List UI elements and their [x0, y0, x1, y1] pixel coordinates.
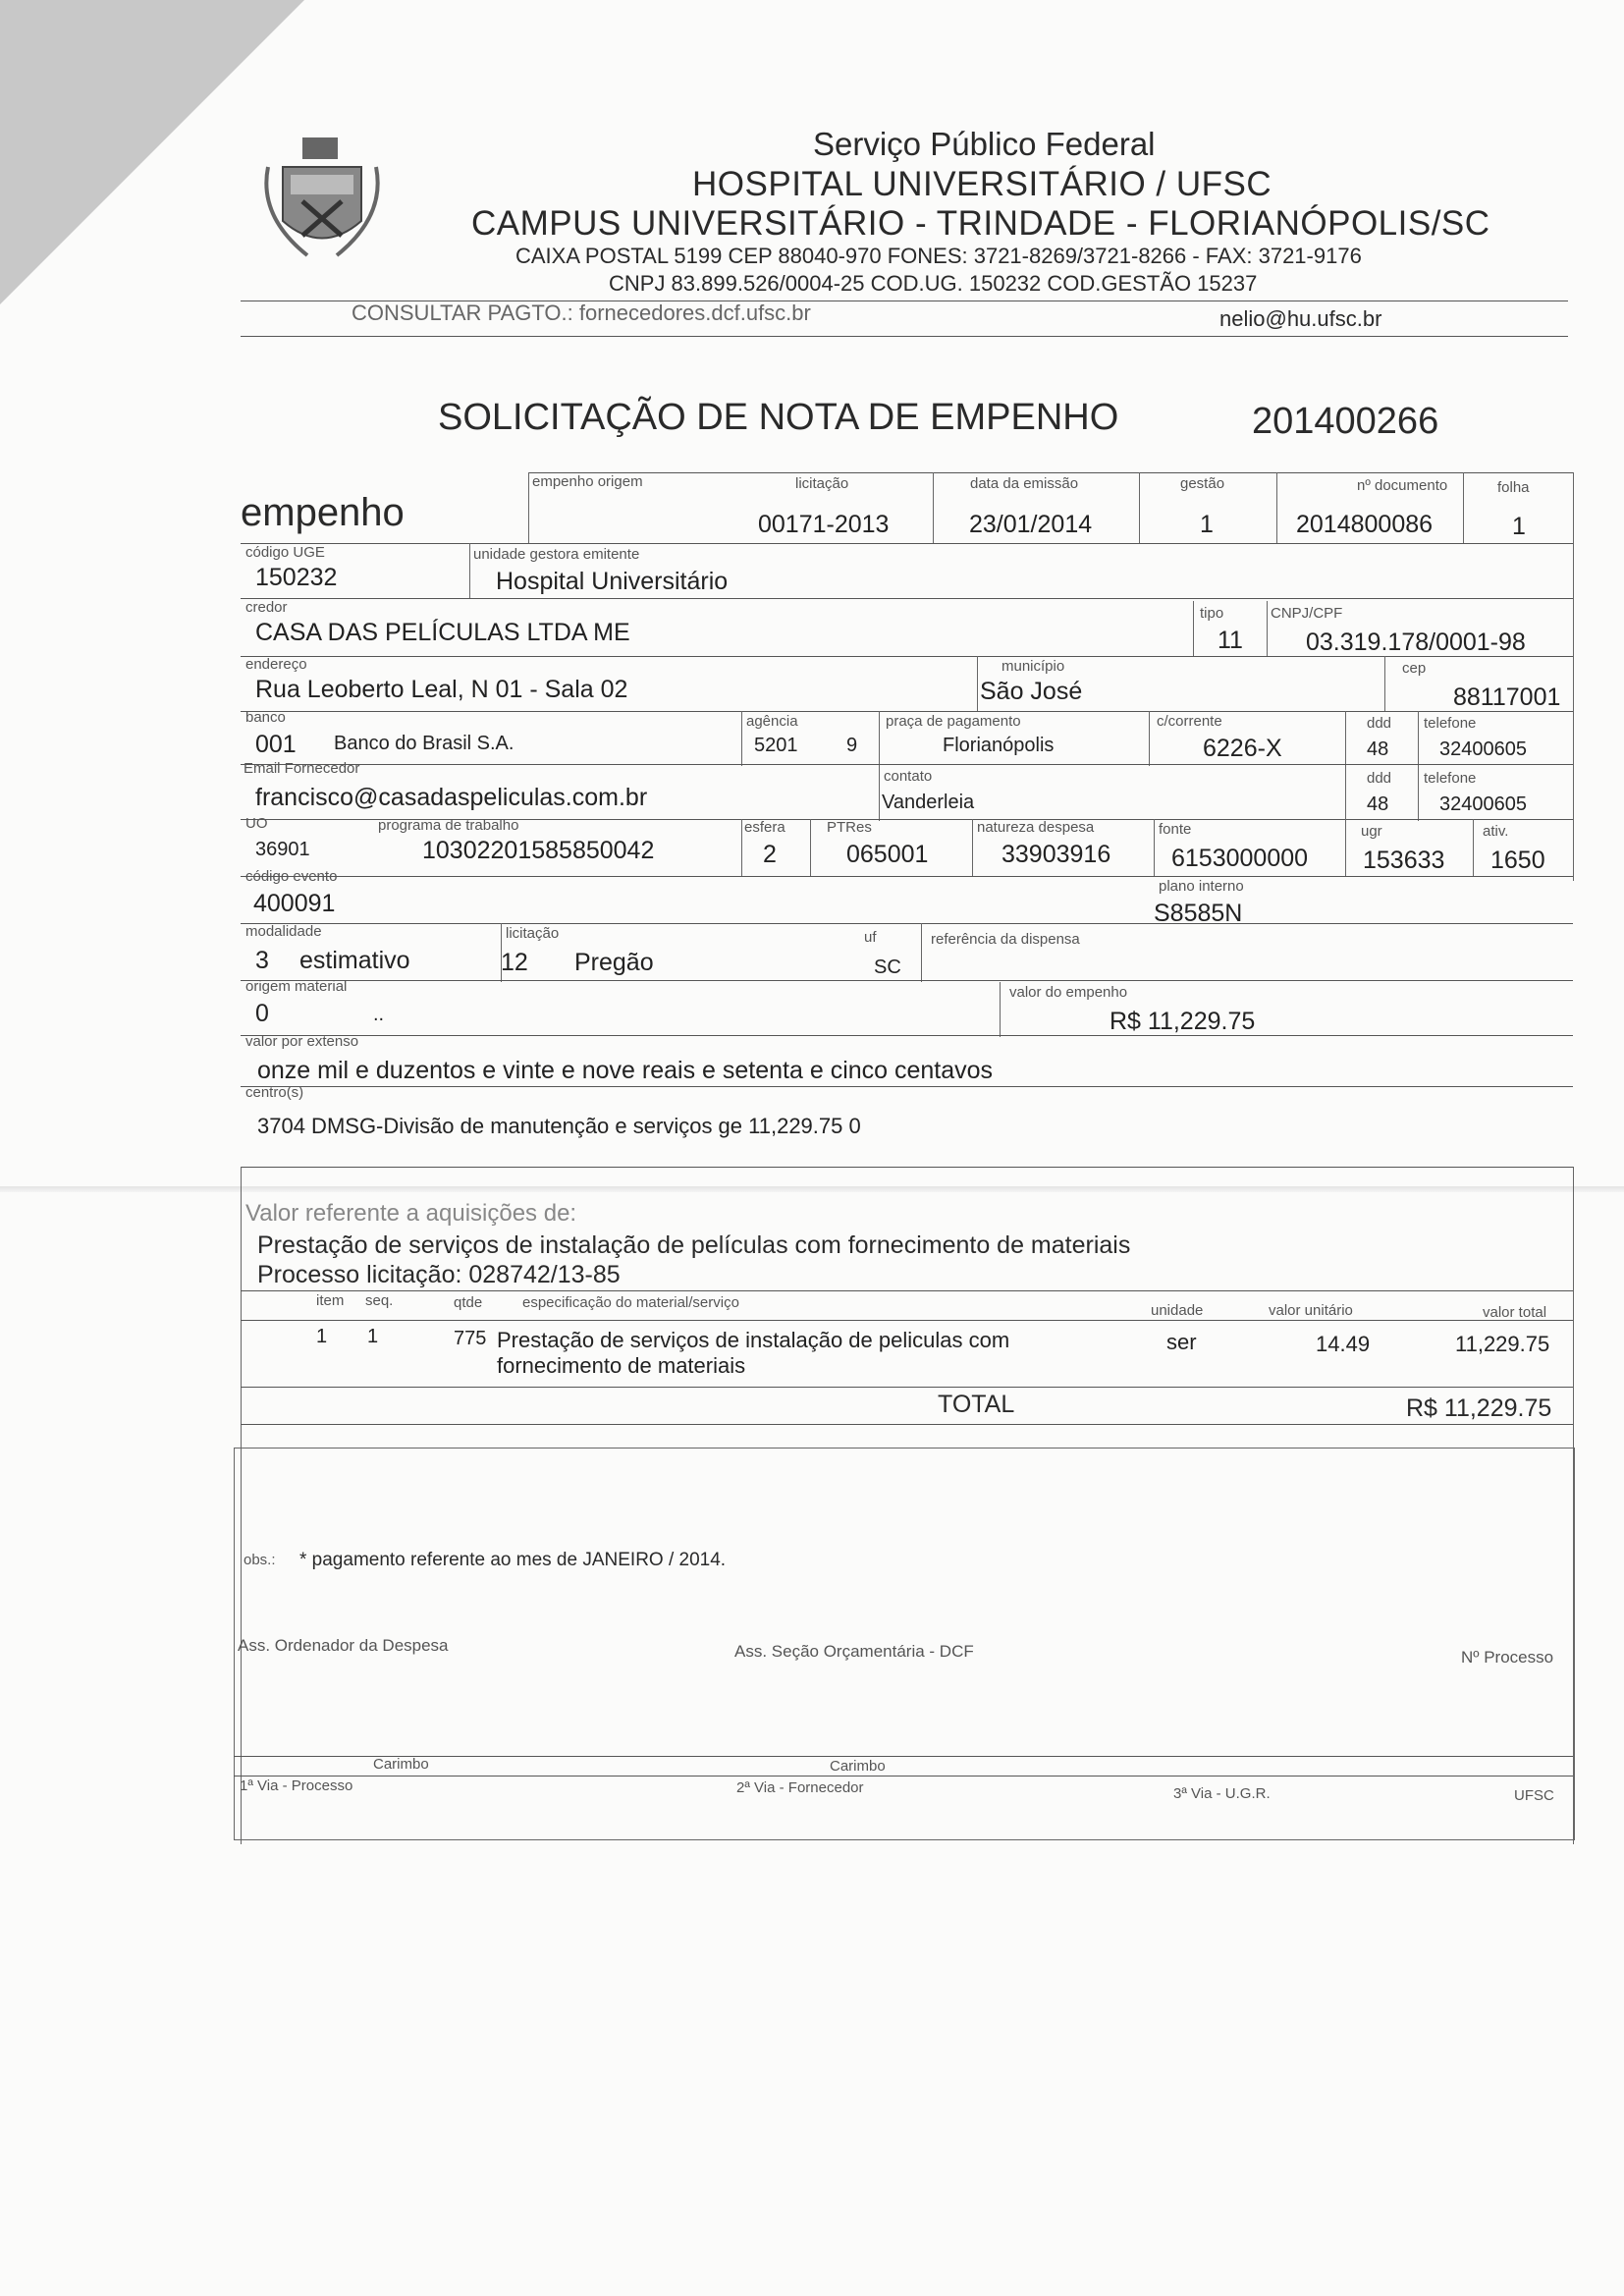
- numero-processo: Nº Processo: [1461, 1648, 1554, 1667]
- municipio-value: São José: [980, 678, 1083, 705]
- valor-empenho-label: valor do empenho: [1009, 984, 1128, 1001]
- via-ufsc: UFSC: [1514, 1787, 1554, 1804]
- cell-border: [972, 819, 973, 876]
- divider: [241, 1035, 1573, 1036]
- programa-label: programa de trabalho: [378, 817, 519, 834]
- header-campus: CAMPUS UNIVERSITÁRIO - TRINDADE - FLORIANÓPOLIS/SC: [471, 204, 1490, 243]
- centro-value: 3704 DMSG-Divisão de manutenção e serviços ge 11,229.75 0: [257, 1114, 861, 1138]
- cell-border: [1149, 711, 1150, 766]
- coat-of-arms-icon: [253, 128, 391, 265]
- col-especificacao: especificação do material/serviço: [522, 1294, 739, 1311]
- consult-link[interactable]: CONSULTAR PAGTO.: fornecedores.dcf.ufsc.br: [352, 301, 811, 325]
- divider: [241, 1320, 1573, 1321]
- divider: [241, 711, 1573, 712]
- ugr-value: 153633: [1363, 847, 1445, 874]
- obs-label: obs.:: [244, 1552, 276, 1568]
- header-line1: Serviço Público Federal: [813, 126, 1156, 162]
- programa-value: 10302201585850042: [422, 837, 655, 864]
- valor-empenho-value: R$ 11,229.75: [1110, 1008, 1256, 1035]
- cep-label: cep: [1402, 660, 1427, 677]
- cell-border: [1193, 601, 1194, 656]
- obs-text: * pagamento referente ao mes de JANEIRO / 2014.: [299, 1550, 727, 1570]
- row-especificacao-1: Prestação de serviços de instalação de peliculas com: [497, 1328, 1010, 1352]
- plano-interno-value: S8585N: [1154, 900, 1243, 927]
- extenso-value: onze mil e duzentos e vinte e nove reais e setenta e cinco centavos: [257, 1057, 994, 1084]
- via-2: 2ª Via - Fornecedor: [736, 1779, 864, 1796]
- credor-name: CASA DAS PELÍCULAS LTDA ME: [255, 619, 630, 646]
- agencia-dv: 9: [846, 735, 858, 756]
- cell-border: [1139, 472, 1140, 543]
- centros-label: centro(s): [245, 1084, 304, 1101]
- origem-label: origem material: [245, 978, 348, 995]
- ptres-label: PTRes: [827, 819, 872, 836]
- gestao-label: gestão: [1180, 475, 1225, 492]
- codigo-uge-label: código UGE: [245, 544, 325, 561]
- via-1: 1ª Via - Processo: [240, 1777, 353, 1794]
- cell-border: [977, 656, 978, 711]
- divider: [241, 876, 1573, 877]
- banco-label: banco: [245, 709, 286, 726]
- codigo-evento-label: código evento: [245, 868, 338, 885]
- codigo-uge-value: 150232: [255, 564, 338, 591]
- natureza-label: natureza despesa: [977, 819, 1095, 836]
- cell-border: [1267, 601, 1268, 656]
- referencia-label: referência da dispensa: [931, 931, 1080, 948]
- col-seq: seq.: [365, 1292, 394, 1309]
- credor-label: credor: [245, 599, 288, 616]
- contato-label: contato: [884, 768, 933, 785]
- row-qtde: 775: [454, 1328, 487, 1349]
- cell-border: [1345, 819, 1346, 876]
- telefone2-label: telefone: [1424, 770, 1477, 787]
- aquisicao-label: Valor referente a aquisições de:: [245, 1200, 577, 1227]
- cell-border: [1345, 711, 1346, 821]
- extenso-label: valor por extenso: [245, 1033, 359, 1050]
- esfera-value: 2: [763, 841, 777, 868]
- row-unitario: 14.49: [1316, 1332, 1371, 1356]
- praca-label: praça de pagamento: [886, 713, 1021, 730]
- ativ-label: ativ.: [1483, 823, 1509, 840]
- uo-value: 36901: [255, 839, 310, 860]
- cnpj-value: 03.319.178/0001-98: [1306, 629, 1526, 656]
- folha-value: 1: [1512, 513, 1526, 540]
- processo-licitacao: Processo licitação: 028742/13-85: [257, 1261, 621, 1288]
- cell-border: [1276, 472, 1277, 543]
- divider: [241, 1290, 1573, 1291]
- divider: [241, 336, 1568, 337]
- tipo-value: 11: [1218, 627, 1243, 654]
- total-value: R$ 11,229.75: [1406, 1394, 1552, 1422]
- empenho-label: empenho: [241, 491, 405, 534]
- via-3: 3ª Via - U.G.R.: [1173, 1785, 1271, 1802]
- row-especificacao-2: fornecimento de materiais: [497, 1353, 746, 1378]
- unidade-label: unidade gestora emitente: [473, 546, 640, 563]
- cell-border: [1473, 819, 1474, 876]
- cell-border: [528, 472, 529, 543]
- gestao-value: 1: [1200, 511, 1214, 538]
- divider: [234, 1776, 1573, 1777]
- aquisicao-descricao: Prestação de serviços de instalação de películas com fornecimento de materiais: [257, 1231, 1131, 1259]
- total-label: TOTAL: [938, 1391, 1015, 1418]
- col-unitario: valor unitário: [1269, 1302, 1353, 1319]
- licitacao2-codigo: 12: [501, 949, 528, 976]
- ddd-value: 48: [1367, 738, 1389, 760]
- ass-secao: Ass. Seção Orçamentária - DCF: [734, 1642, 974, 1661]
- email-link[interactable]: nelio@hu.ufsc.br: [1219, 306, 1382, 331]
- cell-border: [810, 819, 811, 876]
- divider: [241, 656, 1573, 657]
- endereco-label: endereço: [245, 656, 307, 673]
- divider: [241, 923, 1573, 924]
- telefone-label: telefone: [1424, 715, 1477, 732]
- uf-value: SC: [874, 957, 901, 978]
- contato-value: Vanderleia: [882, 792, 975, 813]
- conta-value: 6226-X: [1203, 735, 1282, 762]
- cell-border: [741, 711, 742, 766]
- modalidade-value: estimativo: [299, 947, 410, 974]
- telefone2-value: 32400605: [1439, 793, 1527, 815]
- natureza-value: 33903916: [1001, 841, 1111, 868]
- divider: [234, 1756, 1573, 1757]
- cell-border: [469, 543, 470, 598]
- endereco-value: Rua Leoberto Leal, N 01 - Sala 02: [255, 676, 628, 703]
- divider: [241, 1387, 1573, 1388]
- data-emissao-value: 23/01/2014: [969, 511, 1093, 538]
- agencia-value: 5201: [754, 735, 798, 756]
- licitacao2-label: licitação: [506, 925, 560, 942]
- folha-label: folha: [1497, 479, 1530, 496]
- cep-value: 88117001: [1453, 683, 1561, 711]
- licitacao-value: 00171-2013: [758, 511, 890, 538]
- ddd-label: ddd: [1367, 715, 1392, 732]
- ass-ordenador: Ass. Ordenador da Despesa: [238, 1636, 449, 1655]
- col-item: item: [316, 1292, 345, 1309]
- empenho-origem-label: empenho origem: [532, 473, 643, 490]
- row-unidade: ser: [1166, 1330, 1197, 1354]
- fonte-value: 6153000000: [1171, 845, 1309, 872]
- cell-border: [921, 923, 922, 982]
- modalidade-label: modalidade: [245, 923, 322, 940]
- banco-codigo: 001: [255, 731, 297, 758]
- uf-label: uf: [864, 929, 877, 946]
- divider: [241, 1086, 1573, 1087]
- conta-label: c/corrente: [1157, 713, 1222, 730]
- modalidade-codigo: 3: [255, 947, 269, 974]
- documento-value: 2014800086: [1296, 511, 1434, 538]
- divider: [241, 598, 1573, 599]
- divider: [241, 980, 1573, 981]
- carimbo-1: Carimbo: [373, 1756, 429, 1773]
- row-seq: 1: [367, 1326, 379, 1347]
- plano-interno-label: plano interno: [1159, 878, 1244, 895]
- origem-dots: ..: [373, 1004, 385, 1025]
- licitacao-label: licitação: [795, 475, 849, 492]
- cell-border: [879, 766, 880, 821]
- documento-label: nº documento: [1357, 477, 1448, 494]
- municipio-label: município: [1001, 658, 1065, 675]
- carimbo-2: Carimbo: [830, 1758, 886, 1775]
- ptres-value: 065001: [846, 841, 929, 868]
- row-total: 11,229.75: [1455, 1332, 1550, 1356]
- cell-border: [933, 472, 934, 543]
- divider: [241, 764, 1573, 765]
- email-fornecedor-value: francisco@casadaspeliculas.com.br: [255, 784, 648, 811]
- codigo-evento-value: 400091: [253, 890, 336, 917]
- esfera-label: esfera: [744, 819, 785, 836]
- cell-border: [1384, 656, 1385, 711]
- divider: [241, 1167, 1573, 1168]
- cell-border: [1000, 982, 1001, 1037]
- data-emissao-label: data da emissão: [970, 475, 1079, 492]
- cell-border: [1418, 711, 1419, 821]
- tipo-label: tipo: [1200, 605, 1224, 622]
- header-cnpj: CNPJ 83.899.526/0004-25 COD.UG. 150232 COD.GESTÃO 15237: [609, 271, 1258, 296]
- header-address: CAIXA POSTAL 5199 CEP 88040-970 FONES: 3721-8269/3721-8266 - FAX: 3721-9176: [515, 244, 1362, 268]
- fonte-label: fonte: [1159, 821, 1192, 838]
- ddd2-value: 48: [1367, 793, 1389, 815]
- cell-border: [1463, 472, 1464, 543]
- divider: [241, 543, 1573, 544]
- origem-value: 0: [255, 1000, 269, 1027]
- row-item: 1: [316, 1326, 328, 1347]
- ativ-value: 1650: [1490, 847, 1545, 874]
- agencia-label: agência: [746, 713, 798, 730]
- cnpj-label: CNPJ/CPF: [1271, 605, 1343, 622]
- document-number: 201400266: [1252, 401, 1439, 442]
- cell-border: [879, 711, 880, 766]
- divider: [528, 472, 1573, 473]
- col-qtde: qtde: [454, 1294, 483, 1311]
- col-total: valor total: [1483, 1304, 1547, 1321]
- divider: [241, 1424, 1573, 1425]
- cell-border: [1573, 472, 1574, 881]
- ddd2-label: ddd: [1367, 770, 1392, 787]
- praca-value: Florianópolis: [943, 735, 1055, 756]
- cell-border: [1154, 819, 1155, 876]
- unidade-value: Hospital Universitário: [496, 568, 729, 595]
- email-fornecedor-label: Email Fornecedor: [244, 760, 360, 777]
- telefone-value: 32400605: [1439, 738, 1527, 760]
- licitacao2-value: Pregão: [574, 949, 654, 976]
- uo-label: UO: [245, 815, 268, 832]
- page-title: SOLICITAÇÃO DE NOTA DE EMPENHO: [438, 397, 1119, 438]
- paper-fold-line: [0, 1186, 1624, 1192]
- cell-border: [741, 819, 742, 876]
- header-hospital: HOSPITAL UNIVERSITÁRIO / UFSC: [692, 165, 1272, 203]
- col-unidade: unidade: [1151, 1302, 1204, 1319]
- ugr-label: ugr: [1361, 823, 1382, 840]
- banco-nome: Banco do Brasil S.A.: [334, 733, 514, 754]
